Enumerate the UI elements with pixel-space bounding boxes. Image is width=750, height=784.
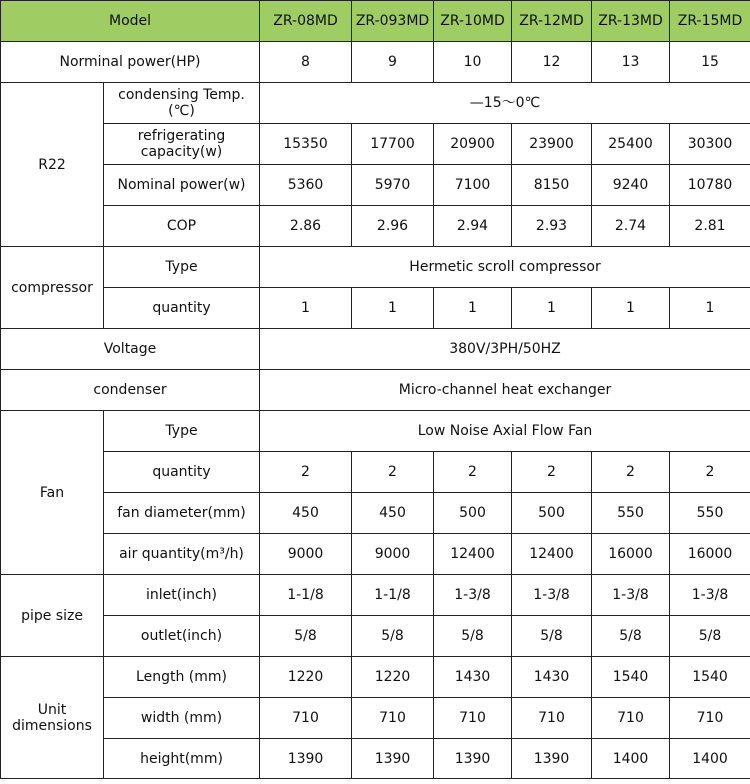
row-label: width (mm) [104, 698, 260, 739]
row-label: outlet(inch) [104, 616, 260, 657]
group-label-compressor: compressor [1, 247, 104, 329]
group-label-fan: Fan [1, 411, 104, 575]
cell-value: 450 [260, 493, 352, 534]
cell-value: 1220 [260, 657, 352, 698]
compressor-type-row [1, 247, 750, 288]
row-label: Norminal power(HP) [1, 42, 260, 83]
merged-value: Low Noise Axial Flow Fan [260, 411, 750, 452]
row-label: Nominal power(w) [104, 165, 260, 206]
voltage-row [1, 329, 750, 370]
cell-value: 5/8 [352, 616, 434, 657]
cell-value: 1400 [592, 739, 670, 779]
cell-value: 1-1/8 [260, 575, 352, 616]
cell-value: 5/8 [434, 616, 512, 657]
compressor-quantity-row [1, 288, 750, 329]
cell-value: 9000 [352, 534, 434, 575]
cell-value: 710 [260, 698, 352, 739]
cell-value: 5/8 [260, 616, 352, 657]
cell-value: 30300 [670, 124, 750, 165]
cell-value: 10780 [670, 165, 750, 206]
fan-quantity-row [1, 452, 750, 493]
cell-value: 1390 [260, 739, 352, 779]
nominal-hp-row [1, 42, 750, 83]
cell-value: 2.96 [352, 206, 434, 247]
row-label: Type [104, 247, 260, 288]
cell-value: 1-3/8 [434, 575, 512, 616]
row-label: quantity [104, 452, 260, 493]
cell-value: 2.74 [592, 206, 670, 247]
cell-value: 12400 [512, 534, 592, 575]
air-quantity-row [1, 534, 750, 575]
row-label: condensing Temp.(℃) [104, 83, 260, 124]
cell-value: 20900 [434, 124, 512, 165]
cell-value: 1390 [512, 739, 592, 779]
cell-value: 2.86 [260, 206, 352, 247]
merged-value: Hermetic scroll compressor [260, 247, 750, 288]
row-label: height(mm) [104, 739, 260, 779]
length-row [1, 657, 750, 698]
cell-value: 15 [670, 42, 750, 83]
condensing-temp-row [1, 83, 750, 124]
cell-value: 7100 [434, 165, 512, 206]
cell-value: 2.93 [512, 206, 592, 247]
cell-value: 5/8 [512, 616, 592, 657]
cell-value: 1 [512, 288, 592, 329]
cell-value: 5/8 [592, 616, 670, 657]
cell-value: 25400 [592, 124, 670, 165]
pipe-outlet-row [1, 616, 750, 657]
cell-value: 23900 [512, 124, 592, 165]
merged-value: —15～0℃ [260, 83, 750, 124]
width-row [1, 698, 750, 739]
cell-value: 2 [434, 452, 512, 493]
row-label: fan diameter(mm) [104, 493, 260, 534]
cell-value: 710 [434, 698, 512, 739]
row-label: air quantity(m³/h) [104, 534, 260, 575]
cell-value: 2 [670, 452, 750, 493]
cell-value: 1 [260, 288, 352, 329]
cell-value: 5970 [352, 165, 434, 206]
cell-value: 1 [352, 288, 434, 329]
row-label: inlet(inch) [104, 575, 260, 616]
cell-value: 1400 [670, 739, 750, 779]
cell-value: 9 [352, 42, 434, 83]
cell-value: 2 [260, 452, 352, 493]
cell-value: 1-3/8 [512, 575, 592, 616]
row-label: COP [104, 206, 260, 247]
cell-value: 1 [434, 288, 512, 329]
cell-value: 5/8 [670, 616, 750, 657]
cell-value: 2 [512, 452, 592, 493]
model-name: ZR-093MD [352, 1, 434, 42]
group-label-dimensions: Unit dimensions [1, 657, 104, 779]
model-label: Model [1, 1, 260, 42]
cell-value: 1540 [670, 657, 750, 698]
cell-value: 500 [434, 493, 512, 534]
cell-value: 1220 [352, 657, 434, 698]
cell-value: 12 [512, 42, 592, 83]
cell-value: 9000 [260, 534, 352, 575]
merged-value: Micro-channel heat exchanger [260, 370, 750, 411]
cell-value: 1-3/8 [592, 575, 670, 616]
row-label: quantity [104, 288, 260, 329]
model-name: ZR-12MD [512, 1, 592, 42]
row-label: Length (mm) [104, 657, 260, 698]
nominal-power-w-row [1, 165, 750, 206]
cell-value: 710 [592, 698, 670, 739]
row-label: refrigerating capacity(w) [104, 124, 260, 165]
header-row [1, 1, 750, 42]
cell-value: 1430 [434, 657, 512, 698]
cell-value: 450 [352, 493, 434, 534]
cell-value: 1 [670, 288, 750, 329]
cell-value: 1-1/8 [352, 575, 434, 616]
cell-value: 16000 [670, 534, 750, 575]
cell-value: 2.94 [434, 206, 512, 247]
model-name: ZR-08MD [260, 1, 352, 42]
condenser-row [1, 370, 750, 411]
cell-value: 5360 [260, 165, 352, 206]
group-label-r22: R22 [1, 83, 104, 247]
cell-value: 9240 [592, 165, 670, 206]
height-row [1, 739, 750, 779]
cell-value: 8 [260, 42, 352, 83]
model-name: ZR-13MD [592, 1, 670, 42]
cell-value: 710 [512, 698, 592, 739]
cell-value: 2 [592, 452, 670, 493]
cell-value: 15350 [260, 124, 352, 165]
cell-value: 8150 [512, 165, 592, 206]
pipe-inlet-row [1, 575, 750, 616]
model-name: ZR-15MD [670, 1, 750, 42]
cell-value: 1-3/8 [670, 575, 750, 616]
merged-value: 380V/3PH/50HZ [260, 329, 750, 370]
cell-value: 710 [670, 698, 750, 739]
group-label-pipe: pipe size [1, 575, 104, 657]
cell-value: 17700 [352, 124, 434, 165]
cell-value: 2.81 [670, 206, 750, 247]
row-label: Voltage [1, 329, 260, 370]
cell-value: 550 [592, 493, 670, 534]
cell-value: 1430 [512, 657, 592, 698]
cell-value: 1540 [592, 657, 670, 698]
fan-type-row [1, 411, 750, 452]
row-label: Type [104, 411, 260, 452]
fan-diameter-row [1, 493, 750, 534]
cell-value: 2 [352, 452, 434, 493]
cell-value: 13 [592, 42, 670, 83]
model-name: ZR-10MD [434, 1, 512, 42]
cell-value: 500 [512, 493, 592, 534]
cell-value: 16000 [592, 534, 670, 575]
refrigerating-capacity-row [1, 124, 750, 165]
cell-value: 1390 [352, 739, 434, 779]
cell-value: 12400 [434, 534, 512, 575]
row-label: condenser [1, 370, 260, 411]
cell-value: 710 [352, 698, 434, 739]
cell-value: 1 [592, 288, 670, 329]
cell-value: 10 [434, 42, 512, 83]
cell-value: 1390 [434, 739, 512, 779]
cell-value: 550 [670, 493, 750, 534]
cop-row [1, 206, 750, 247]
